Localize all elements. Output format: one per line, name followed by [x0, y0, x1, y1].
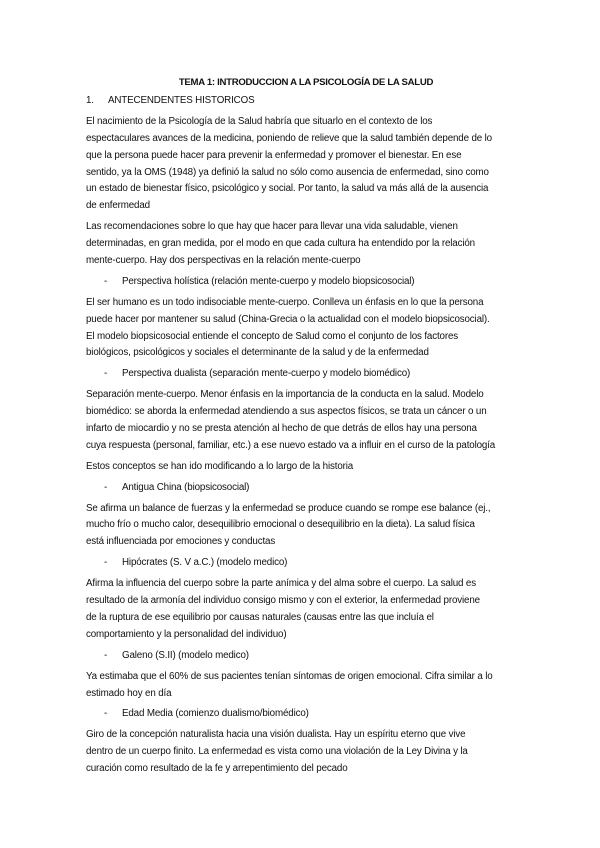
text-line — [104, 481, 526, 498]
text-line — [86, 346, 526, 363]
bullet-item — [86, 707, 526, 724]
line-text: resultado de la armonía del individuo consigo mismo y con el exterior, la enfermedad proviene — [86, 595, 480, 607]
text-line — [86, 422, 526, 439]
line-text: dentro de un cuerpo finito. La enfermedad es vista como una violación de la Ley Divina y la — [86, 746, 468, 758]
line-text: Afirma la influencia del cuerpo sobre la parte anímica y del alma sobre el cuerpo. La salud es — [86, 578, 476, 590]
line-text: Separación mente-cuerpo. Menor énfasis en la importancia de la conducta en la salud. Modelo — [86, 389, 484, 401]
document-page — [86, 76, 526, 783]
bullet-item — [86, 275, 526, 292]
text-line — [86, 199, 526, 216]
line-text: un estado de bienestar físico, psicológico y social. Por tanto, la salud va más allá de la ausencia — [86, 183, 489, 195]
line-text: Se afirma un balance de fuerzas y la enfermedad se produce cuando se rompe ese balance (ej., — [86, 502, 491, 514]
bullet-item — [86, 367, 526, 384]
line-text: está influenciada por emociones y conductas — [86, 536, 276, 548]
line-text: comportamiento y la personalidad del individuo) — [86, 628, 287, 640]
text-line — [86, 115, 526, 132]
paragraph — [86, 460, 526, 477]
paragraph — [86, 502, 526, 553]
text-line — [86, 628, 526, 645]
text-line — [104, 649, 526, 666]
text-line — [86, 166, 526, 183]
line-text: El ser humano es un todo indisociable mente-cuerpo. Conlleva un énfasis en lo que la persona — [86, 296, 484, 308]
text-line — [86, 313, 526, 330]
line-text: Las recomendaciones sobre lo que hay que hacer para llevar una vida saludable, vienen — [86, 221, 458, 233]
bullet-dash-icon: - — [104, 368, 108, 380]
line-text: Estos conceptos se han ido modificando a lo largo de la historia — [86, 460, 354, 472]
text-line — [86, 149, 526, 166]
section-label: ANTECENDENTES HISTORICOS — [108, 95, 255, 106]
line-text: Galeno (S.II) (modelo medico) — [122, 649, 249, 661]
line-text: infarto de miocardio y no se presta atención al hecho de que detrás de ellos hay una persona — [86, 423, 477, 435]
text-line — [86, 132, 526, 149]
line-text: Ya estimaba que el 60% de sus pacientes tenían síntomas de origen emocional. Cifra similar a lo — [86, 670, 493, 682]
line-text: El modelo biopsicosocial entiende el concepto de Salud como el conjunto de los factores — [86, 330, 458, 342]
section-heading — [86, 94, 526, 111]
line-text: biológicos, psicológicos y sociales el determinante de la salud y de la enfermedad — [86, 347, 429, 359]
text-line — [86, 405, 526, 422]
bullet-dash-icon: - — [104, 557, 108, 569]
bullet-dash-icon: - — [104, 649, 108, 661]
paragraph — [86, 577, 526, 645]
text-line — [86, 594, 526, 611]
paragraph — [86, 115, 526, 216]
paragraph — [86, 388, 526, 456]
text-line — [86, 220, 526, 237]
line-text: El nacimiento de la Psicología de la Salud habría que situarlo en el contexto de los — [86, 115, 433, 127]
line-text: espectaculares avances de la medicina, poniendo de relieve que la salud también depende de lo — [86, 132, 492, 144]
text-line — [86, 518, 526, 535]
line-text: Edad Media (comienzo dualismo/biomédico) — [122, 708, 309, 720]
line-text: determinadas, en gran medida, por el modo en que cada cultura ha entendido por la relación — [86, 238, 475, 250]
line-text: curación como resultado de la fe y arrepentimiento del pecado — [86, 763, 348, 775]
bullet-dash-icon: - — [104, 708, 108, 720]
line-text: de enfermedad — [86, 200, 150, 212]
line-text: biomédico: se aborda la enfermedad atendiendo a sus aspectos físicos, se trata un cáncer o un — [86, 406, 487, 418]
text-line — [104, 367, 526, 384]
text-line — [86, 687, 526, 704]
line-text: de la ruptura de ese equilibrio por causas naturales (causas entre las que incluía el — [86, 611, 434, 623]
document-body — [86, 115, 526, 779]
text-line — [104, 707, 526, 724]
text-line — [86, 439, 526, 456]
text-line — [86, 577, 526, 594]
text-line — [86, 237, 526, 254]
line-text: estimado hoy en día — [86, 687, 172, 699]
text-line — [104, 275, 526, 292]
line-text: sentido, ya la OMS (1948) ya definió la salud no sólo como ausencia de enfermedad, sino como — [86, 166, 489, 178]
text-line — [86, 460, 526, 477]
bullet-item — [86, 649, 526, 666]
text-line — [86, 296, 526, 313]
line-text: mucho frío o mucho calor, desequilibrio emocional o desequilibrio en la dieta). La salud física — [86, 519, 475, 531]
text-line — [86, 388, 526, 405]
paragraph — [86, 220, 526, 271]
text-line — [86, 535, 526, 552]
text-line — [86, 670, 526, 687]
bullet-item — [86, 556, 526, 573]
text-line — [86, 728, 526, 745]
section-number: 1. — [86, 95, 94, 106]
text-line — [104, 556, 526, 573]
bullet-item — [86, 481, 526, 498]
line-text: Antigua China (biopsicosocial) — [122, 481, 250, 493]
paragraph — [86, 296, 526, 364]
text-line — [86, 745, 526, 762]
paragraph — [86, 670, 526, 704]
line-text: que la persona puede hacer para prevenir la enfermedad y promover el bienestar. En ese — [86, 149, 462, 161]
line-text: cuya respuesta (personal, familiar, etc.) a ese nuevo estado va a influir en el curso de la patología — [86, 439, 496, 451]
line-text: mente-cuerpo. Hay dos perspectivas en la relación mente-cuerpo — [86, 255, 361, 267]
bullet-dash-icon: - — [104, 275, 108, 287]
line-text: Giro de la concepción naturalista hacia una visión dualista. Hay un espíritu eterno que vive — [86, 729, 466, 741]
document-title: TEMA 1: INTRODUCCION A LA PSICOLOGÍA DE LA SALUD — [178, 77, 434, 88]
bullet-dash-icon: - — [104, 481, 108, 493]
line-text: Perspectiva dualista (separación mente-cuerpo y modelo biomédico) — [122, 368, 411, 380]
text-line — [86, 502, 526, 519]
line-text: puede hacer por mantener su salud (China-Grecia o la actualidad con el modelo biopsicosocial). — [86, 313, 490, 325]
text-line — [86, 182, 526, 199]
text-line — [86, 254, 526, 271]
text-line — [86, 330, 526, 347]
paragraph — [86, 728, 526, 779]
line-text: Hipócrates (S. V a.C.) (modelo medico) — [122, 557, 288, 569]
text-line — [86, 762, 526, 779]
text-line — [86, 611, 526, 628]
line-text: Perspectiva holística (relación mente-cuerpo y modelo biopsicosocial) — [122, 275, 415, 287]
